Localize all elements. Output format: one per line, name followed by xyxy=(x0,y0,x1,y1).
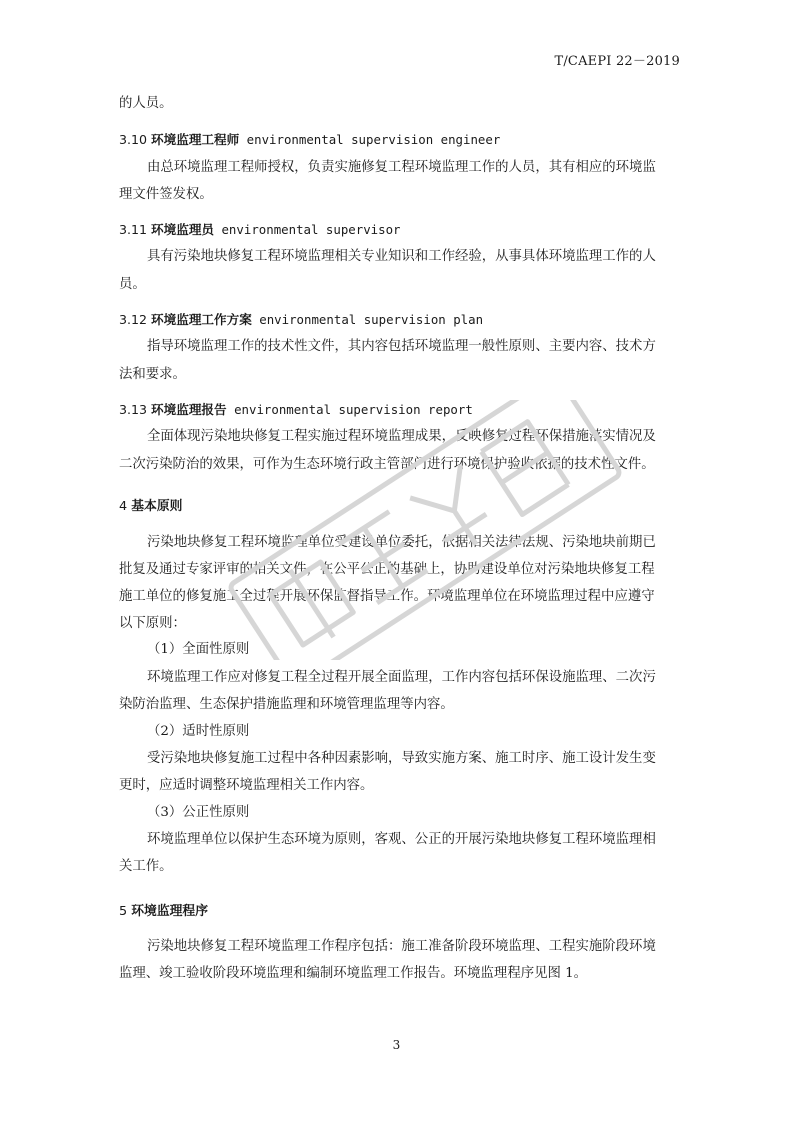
term-title-en: environmental supervision plan xyxy=(251,312,484,327)
paragraph-line: 法和要求。 xyxy=(119,367,186,382)
section-heading-4 xyxy=(119,498,679,516)
principle-heading-2: （2）适时性原则 xyxy=(147,724,250,739)
term-title-cn: 环境监理工程师 xyxy=(151,132,240,147)
section-title: 基本原则 xyxy=(131,499,183,514)
term-number: 3.13 xyxy=(119,402,152,417)
paragraph-line: 受污染地块修复施工过程中各种因素影响，导致实施方案、施工时序、施工设计发生变 xyxy=(147,751,656,766)
term-title-en: environmental supervision engineer xyxy=(239,132,501,147)
paragraph-line: 具有污染地块修复工程环境监理相关专业知识和工作经验，从事具体环境监理工作的人 xyxy=(147,249,656,264)
paragraph-line: 员。 xyxy=(119,277,146,292)
principle-heading-1: （1）全面性原则 xyxy=(147,642,250,657)
paragraph-line: 染防治监理、生态保护措施监理和环境管理监理等内容。 xyxy=(119,697,454,712)
term-number: 3.10 xyxy=(119,132,152,147)
term-title-cn: 环境监理报告 xyxy=(151,402,227,417)
section-number: 5 xyxy=(119,904,132,919)
paragraph-line: 污染地块修复工程环境监理工作程序包括：施工准备阶段环境监理、工程实施阶段环境 xyxy=(147,939,656,954)
term-title-cn: 环境监理工作方案 xyxy=(151,312,252,327)
paragraph-line: 批复及通过专家评审的相关文件，在公平公正的基础上，协助建设单位对污染地块修复工程 xyxy=(119,562,655,577)
paragraph-line: 理文件签发权。 xyxy=(119,187,213,202)
paragraph-line: 指导环境监理工作的技术性文件，其内容包括环境监理一般性原则、主要内容、技术方 xyxy=(147,339,656,354)
term-heading-3-10 xyxy=(119,131,679,149)
paragraph-line: 的人员。 xyxy=(119,96,173,111)
term-heading-3-12 xyxy=(119,311,679,329)
term-title-en: environmental supervisor xyxy=(214,222,401,237)
principle-heading-3: （3）公正性原则 xyxy=(147,805,250,820)
term-title-cn: 环境监理员 xyxy=(151,222,215,237)
paragraph-line: 污染地块修复工程环境监理单位受建设单位委托，依据相关法律法规、污染地块前期已 xyxy=(147,535,656,550)
paragraph-line: 全面体现污染地块修复工程实施过程环境监理成果，反映修复过程环保措施落实情况及 xyxy=(147,429,656,444)
term-heading-3-13 xyxy=(119,401,679,419)
paragraph-line: 更时，应适时调整环境监理相关工作内容。 xyxy=(119,778,374,793)
paragraph-line: 环境监理工作应对修复工程全过程开展全面监理，工作内容包括环保设施监理、二次污 xyxy=(147,670,656,685)
paragraph-line: 以下原则： xyxy=(119,616,186,631)
paragraph-line: 二次污染防治的效果，可作为生态环境行政主管部门进行环境保护验收依据的技术性文件。 xyxy=(119,457,655,472)
term-heading-3-11 xyxy=(119,221,679,239)
term-title-en: environmental supervision report xyxy=(226,402,473,417)
paragraph-line: 关工作。 xyxy=(119,859,173,874)
term-number: 3.11 xyxy=(119,222,152,237)
paragraph-line: 监理、竣工验收阶段环境监理和编制环境监理工作报告。环境监理程序见图 1。 xyxy=(119,966,588,981)
page-number: 3 xyxy=(392,1038,401,1052)
paragraph-line: 环境监理单位以保护生态环境为原则，客观、公正的开展污染地块修复工程环境监理相 xyxy=(147,832,656,847)
document-code: T/CAEPI 22－2019 xyxy=(554,54,680,69)
section-title: 环境监理程序 xyxy=(131,904,208,919)
section-heading-5 xyxy=(119,903,679,921)
term-number: 3.12 xyxy=(119,312,152,327)
paragraph-line: 由总环境监理工程师授权，负责实施修复工程环境监理工作的人员，其有相应的环境监 xyxy=(147,160,656,175)
paragraph-line: 施工单位的修复施工全过程开展环保监督指导工作。环境监理单位在环境监理过程中应遵守 xyxy=(119,589,655,604)
section-number: 4 xyxy=(119,499,132,514)
